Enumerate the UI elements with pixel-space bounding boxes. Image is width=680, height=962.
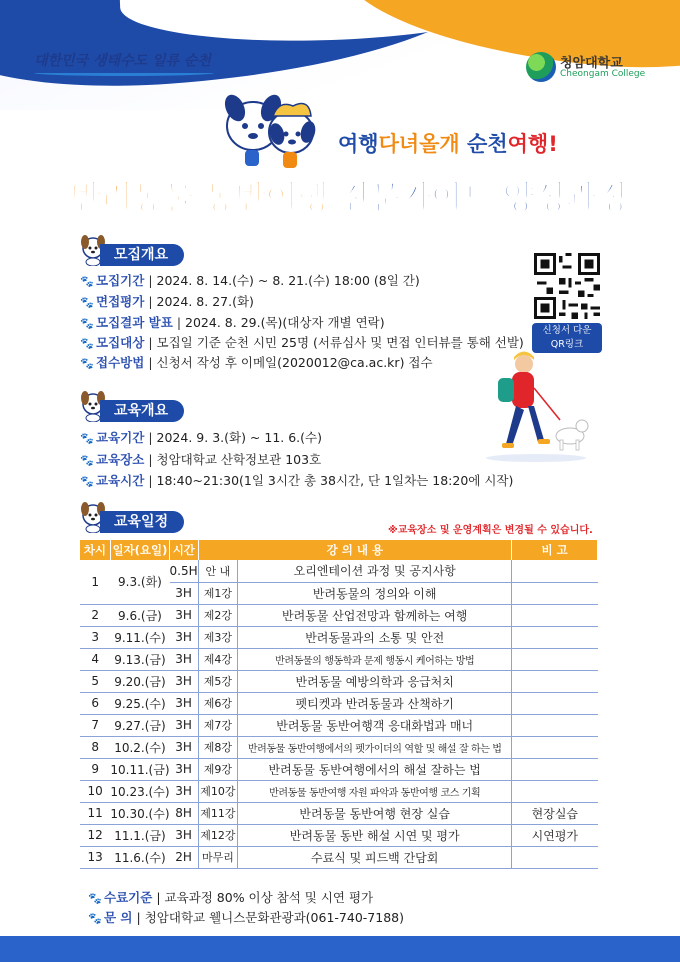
cell-note: 시연평가 [512, 824, 598, 846]
suncheon-city-logo [34, 50, 224, 80]
cell-no: 5 [80, 670, 110, 692]
header-note: 비 고 [512, 540, 598, 560]
table-row [80, 758, 598, 780]
cell-note [512, 736, 598, 758]
paw-icon: 🐾 [80, 432, 94, 445]
cell-session: 마무리 [198, 846, 238, 868]
cell-note [512, 582, 598, 604]
cell-hours: 3H [170, 780, 199, 802]
cell-content: 반려동물과의 소통 및 안전 [238, 626, 512, 648]
cell-content: 반려동물의 정의와 이해 [238, 582, 512, 604]
section-title-recruit: 모집개요 [100, 244, 184, 266]
cell-content: 반려동물 동반여행에서의 펫가이더의 역할 및 해설 잘 하는 법 [238, 736, 512, 758]
cell-hours: 3H [170, 824, 199, 846]
table-row [80, 802, 598, 824]
cell-hours: 3H [170, 670, 199, 692]
slogan-part-4: 여행! [507, 132, 558, 156]
row-value: 교육과정 80% 이상 참석 및 시연 평가 [164, 890, 374, 905]
header-date: 일자(요일) [110, 540, 169, 560]
cell-date: 9.27.(금) [110, 714, 169, 736]
row-value: 2024. 8. 27.(화) [156, 294, 254, 309]
section-header-education [78, 398, 228, 424]
row-label: 모집기간 [96, 273, 145, 288]
cell-note [512, 692, 598, 714]
cell-note [512, 780, 598, 802]
cell-date: 9.11.(수) [110, 626, 169, 648]
cell-date: 10.23.(수) [110, 780, 169, 802]
main-title-part-1: 반려동물 동반여행 [70, 178, 328, 217]
cell-note [512, 560, 598, 582]
table-header-row [80, 540, 598, 560]
header-hours: 시간 [170, 540, 199, 560]
row-value: 2024. 8. 29.(목)(대상자 개별 연락) [185, 315, 385, 330]
row-label: 수료기준 [104, 890, 153, 905]
paw-icon: 🐾 [80, 317, 94, 330]
table-row [80, 736, 598, 758]
cell-date: 11.6.(수) [110, 846, 169, 868]
row-label: 접수방법 [96, 355, 145, 370]
dog-mascot-illustration [215, 86, 325, 171]
schedule-table [80, 540, 598, 869]
cell-date: 9.6.(금) [110, 604, 169, 626]
footer-row-contact: 🐾 문 의 | 청암대학교 웰니스문화관광과(061-740-7188) [88, 908, 404, 928]
section-title-education: 교육개요 [100, 400, 184, 422]
cell-session: 제4강 [198, 648, 238, 670]
cell-content: 반려동물의 행동학과 문제 행동시 케어하는 방법 [238, 648, 512, 670]
cell-hours: 3H [170, 736, 199, 758]
cell-date: 10.2.(수) [110, 736, 169, 758]
cell-content: 수료식 및 피드백 간담회 [238, 846, 512, 868]
cell-content: 반려동물 산업전망과 함께하는 여행 [238, 604, 512, 626]
qr-code[interactable] [532, 251, 602, 321]
cell-no: 6 [80, 692, 110, 714]
cell-no: 3 [80, 626, 110, 648]
cell-no: 13 [80, 846, 110, 868]
bottom-bar [0, 936, 680, 962]
cell-hours: 3H [170, 648, 199, 670]
cell-content: 반려동물 예방의학과 응급처치 [238, 670, 512, 692]
recruit-row-target: 🐾 모집대상 | 모집일 기준 순천 시민 25명 (서류심사 및 면접 인터뷰를 통해 선발) [80, 332, 524, 354]
slogan-part-3: 순천 [467, 132, 508, 156]
cell-no: 1 [80, 560, 110, 604]
cell-session: 제5강 [198, 670, 238, 692]
cell-no: 4 [80, 648, 110, 670]
cell-hours: 3H [170, 604, 199, 626]
slogan [338, 128, 558, 158]
cell-hours: 8H [170, 802, 199, 824]
section-header-schedule [78, 509, 228, 535]
college-emblem-icon [526, 52, 556, 82]
schedule-notice: ※교육장소 및 운영계획은 변경될 수 있습니다. [388, 525, 593, 536]
cell-session: 제6강 [198, 692, 238, 714]
paw-icon: 🐾 [80, 357, 94, 370]
table-row [80, 846, 598, 868]
cell-no: 12 [80, 824, 110, 846]
cell-note [512, 714, 598, 736]
cell-session: 제9강 [198, 758, 238, 780]
table-row [80, 824, 598, 846]
qr-caption-line1: 신청서 다운 [542, 325, 592, 336]
cell-note [512, 604, 598, 626]
footer-row-completion: 🐾 수료기준 | 교육과정 80% 이상 참석 및 시연 평가 [88, 888, 373, 908]
college-name-en: Cheongam College [560, 69, 646, 79]
cell-session: 제11강 [198, 802, 238, 824]
cell-no: 2 [80, 604, 110, 626]
row-value: 청암대학교 산학정보관 103호 [156, 452, 322, 467]
paw-icon: 🐾 [80, 296, 94, 309]
paw-icon: 🐾 [80, 454, 94, 467]
city-logo-text: 대한민국 생태수도 일류 순천 [34, 53, 211, 69]
college-name-kr: 청암대학교 [560, 56, 623, 71]
row-value: 청암대학교 웰니스문화관광과(061-740-7188) [144, 910, 404, 925]
cell-hours: 0.5H [170, 560, 199, 582]
cell-note [512, 670, 598, 692]
paw-icon: 🐾 [80, 337, 94, 350]
education-row-place: 🐾 교육장소 | 청암대학교 산학정보관 103호 [80, 449, 321, 471]
cell-session: 제1강 [198, 582, 238, 604]
row-label: 교육장소 [96, 452, 145, 467]
cell-note [512, 648, 598, 670]
cell-content: 펫티켓과 반려동물과 산책하기 [238, 692, 512, 714]
cell-date: 10.11.(금) [110, 758, 169, 780]
cell-session: 제10강 [198, 780, 238, 802]
qr-caption-line2: QR링크 [550, 339, 584, 350]
cell-date: 11.1.(금) [110, 824, 169, 846]
row-value: 2024. 9. 3.(화) ~ 11. 6.(수) [156, 430, 322, 445]
recruit-row-period: 🐾 모집기간 | 2024. 8. 14.(수) ~ 8. 21.(수) 18:00 (8일 간) [80, 270, 420, 292]
paw-icon: 🐾 [88, 892, 102, 905]
table-row [80, 692, 598, 714]
main-title-part-2: 전문가이드 양성과정 [338, 178, 627, 217]
paw-icon: 🐾 [80, 475, 94, 488]
cell-content: 반려동물 동반여행 현장 실습 [238, 802, 512, 824]
section-header-recruit [78, 242, 228, 268]
cell-no: 10 [80, 780, 110, 802]
cell-note [512, 626, 598, 648]
recruit-row-interview: 🐾 면접평가 | 2024. 8. 27.(화) [80, 291, 254, 313]
paw-icon: 🐾 [80, 275, 94, 288]
cell-date: 9.20.(금) [110, 670, 169, 692]
cell-date: 9.13.(금) [110, 648, 169, 670]
education-row-period: 🐾 교육기간 | 2024. 9. 3.(화) ~ 11. 6.(수) [80, 427, 322, 449]
cell-no: 8 [80, 736, 110, 758]
row-label: 교육시간 [96, 473, 145, 488]
cell-date: 9.3.(화) [110, 560, 169, 604]
section-title-schedule: 교육일정 [100, 511, 184, 533]
cell-content: 반려동물 동반 해설 시연 및 평가 [238, 824, 512, 846]
slogan-part-1: 여행 [338, 132, 379, 156]
row-label: 교육기간 [96, 430, 145, 445]
recruit-row-result: 🐾 모집결과 발표 | 2024. 8. 29.(목)(대상자 개별 연락) [80, 312, 385, 334]
cell-no: 9 [80, 758, 110, 780]
cell-note: 현장실습 [512, 802, 598, 824]
table-row [80, 604, 598, 626]
cell-no: 7 [80, 714, 110, 736]
slogan-part-2: 다녀올개 [378, 132, 460, 156]
cell-note [512, 846, 598, 868]
cell-hours: 3H [170, 626, 199, 648]
cell-hours: 3H [170, 692, 199, 714]
cell-session: 제12강 [198, 824, 238, 846]
person-walking-dog-illustration [476, 348, 596, 463]
row-value: 신청서 작성 후 이메일(2020012@ca.ac.kr) 접수 [156, 355, 433, 370]
table-row [80, 560, 598, 582]
cell-hours: 2H [170, 846, 199, 868]
cell-content: 반려동물 동반여행객 응대화법과 매너 [238, 714, 512, 736]
row-label: 모집결과 발표 [96, 315, 173, 330]
cell-session: 제7강 [198, 714, 238, 736]
cell-no: 11 [80, 802, 110, 824]
row-label: 문 의 [104, 910, 133, 925]
cell-content: 반려동물 동반여행에서의 해설 잘하는 법 [238, 758, 512, 780]
row-value: 모집일 기준 순천 시민 25명 (서류심사 및 면접 인터뷰를 통해 선발) [156, 335, 524, 350]
recruit-row-method: 🐾 접수방법 | 신청서 작성 후 이메일(2020012@ca.ac.kr) 접수 [80, 352, 433, 374]
cell-hours: 3H [170, 582, 199, 604]
cell-hours: 3H [170, 758, 199, 780]
cell-date: 10.30.(수) [110, 802, 169, 824]
cell-content: 오리엔테이션 과정 및 공지사항 [238, 560, 512, 582]
cell-session: 제8강 [198, 736, 238, 758]
table-row [80, 714, 598, 736]
paw-icon: 🐾 [88, 912, 102, 925]
row-value: 2024. 8. 14.(수) ~ 8. 21.(수) 18:00 (8일 간) [156, 273, 420, 288]
cell-session: 안 내 [198, 560, 238, 582]
header-no: 차시 [80, 540, 110, 560]
cell-hours: 3H [170, 714, 199, 736]
header-content: 강 의 내 용 [198, 540, 512, 560]
cell-content: 반려동물 동반여행 자원 파악과 동반여행 코스 기획 [238, 780, 512, 802]
row-label: 면접평가 [96, 294, 145, 309]
table-row [80, 670, 598, 692]
college-logo [526, 50, 656, 86]
education-row-time: 🐾 교육시간 | 18:40~21:30(1일 3시간 총 38시간, 단 1일차는 18:20에 시작) [80, 470, 513, 492]
table-row [80, 648, 598, 670]
cell-date: 9.25.(수) [110, 692, 169, 714]
city-logo-swoosh [34, 70, 214, 76]
cell-session: 제2강 [198, 604, 238, 626]
row-value: 18:40~21:30(1일 3시간 총 38시간, 단 1일차는 18:20에 시작) [156, 473, 514, 488]
cell-session: 제3강 [198, 626, 238, 648]
main-title [70, 172, 626, 219]
row-label: 모집대상 [96, 335, 145, 350]
table-row [80, 780, 598, 802]
table-row [80, 626, 598, 648]
cell-note [512, 758, 598, 780]
